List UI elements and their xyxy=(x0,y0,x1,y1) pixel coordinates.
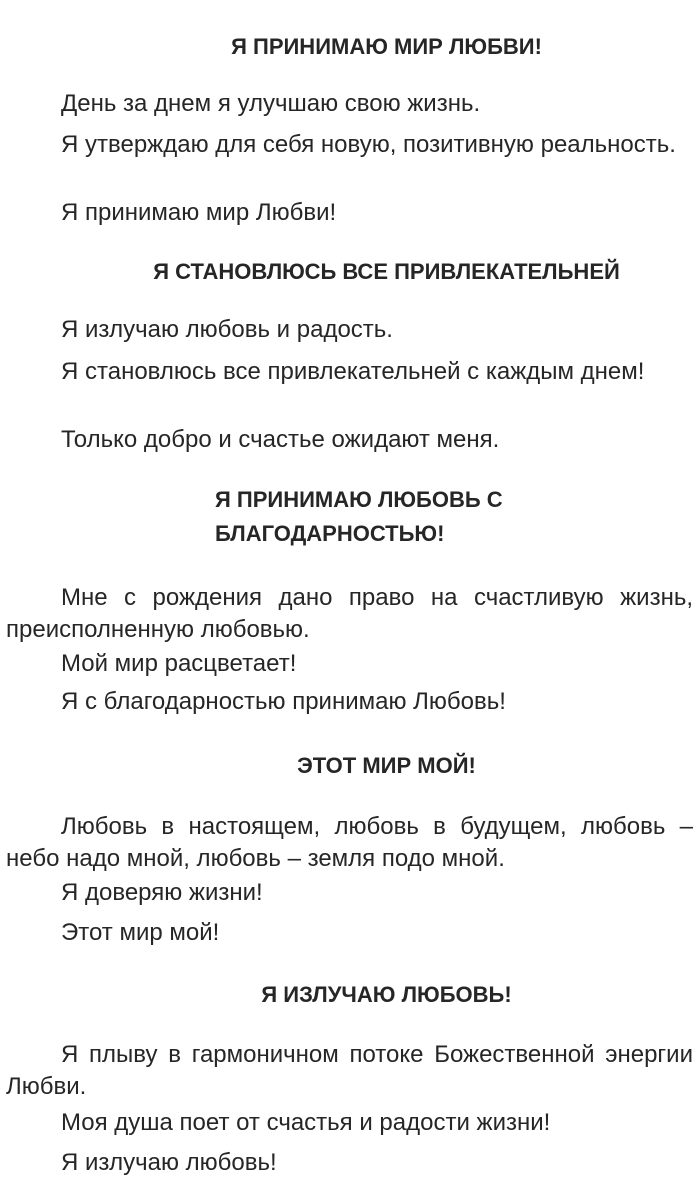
section-heading: Я ПРИНИМАЮ ЛЮБОВЬ С БЛАГОДАРНОСТЬЮ! xyxy=(215,487,503,546)
paragraph: Я принимаю мир Любви! xyxy=(61,199,337,226)
paragraph: Только добро и счастье ожидают меня. xyxy=(61,426,500,453)
paragraph: Любовь в настоящем, любовь в будущем, любовь – небо надо мной, любовь – земля подо мной. xyxy=(6,813,693,872)
paragraph: Я утверждаю для себя новую, позитивную реальность. xyxy=(61,131,676,158)
section-heading: ЭТОТ МИР МОЙ! xyxy=(297,753,476,778)
paragraph: Этот мир мой! xyxy=(61,919,220,946)
paragraph: Я излучаю любовь! xyxy=(61,1149,277,1176)
paragraph: Мой мир расцветает! xyxy=(61,650,297,677)
paragraph: День за днем я улучшаю свою жизнь. xyxy=(61,90,481,117)
section-heading: Я ИЗЛУЧАЮ ЛЮБОВЬ! xyxy=(261,982,512,1007)
paragraph: Я с благодарностью принимаю Любовь! xyxy=(61,688,506,715)
paragraph: Я излучаю любовь и радость. xyxy=(61,316,393,343)
paragraph: Я становлюсь все привлекательней с каждым днем! xyxy=(61,358,645,385)
paragraph: Моя душа поет от счастья и радости жизни! xyxy=(61,1109,551,1136)
paragraph: Я плыву в гармоничном потоке Божественной энергии Любви. xyxy=(6,1041,693,1100)
paragraph: Я доверяю жизни! xyxy=(61,879,263,906)
section-heading: Я ПРИНИМАЮ МИР ЛЮБВИ! xyxy=(231,34,542,59)
paragraph: Мне с рождения дано право на счастливую жизнь, преисполненную любовью. xyxy=(6,584,693,643)
section-heading: Я СТАНОВЛЮСЬ ВСЕ ПРИВЛЕКАТЕЛЬНЕЙ xyxy=(153,259,620,284)
